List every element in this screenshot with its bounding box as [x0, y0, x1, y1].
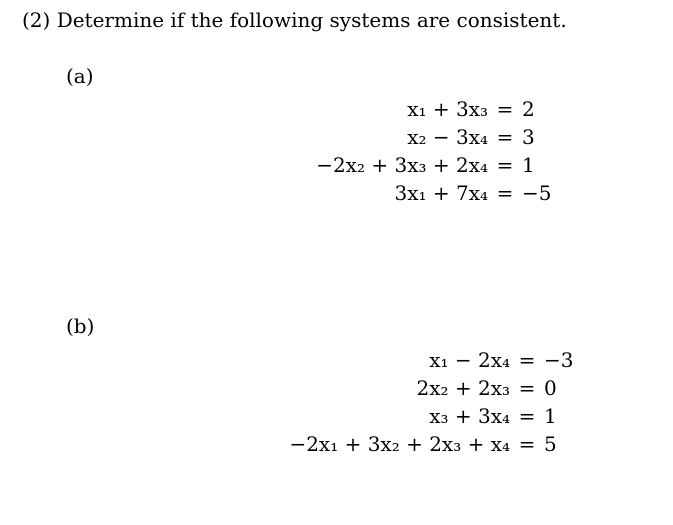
part-b-label: (b) — [66, 314, 95, 338]
equals-sign: = — [496, 97, 514, 121]
equation-b-3 — [284, 402, 573, 430]
equals-sign: = — [496, 125, 514, 149]
part-a-label: (a) — [66, 64, 94, 88]
equals-sign: = — [496, 153, 514, 177]
equation-rhs: −3 — [544, 348, 574, 372]
equation-system-a — [306, 95, 551, 207]
equation-rhs: 1 — [522, 153, 535, 177]
equals-sign: = — [518, 404, 536, 428]
equation-lhs: 2x₂ + 2x₃ — [416, 376, 510, 400]
equals-sign: = — [518, 432, 536, 456]
equation-lhs: x₁ − 2x₄ — [429, 348, 510, 372]
equation-lhs: x₂ − 3x₄ — [407, 125, 488, 149]
equation-rhs: 5 — [544, 432, 557, 456]
equation-rhs: 0 — [544, 376, 557, 400]
equation-lhs: x₃ + 3x₄ — [429, 404, 510, 428]
equals-sign: = — [496, 181, 514, 205]
equation-system-b — [284, 346, 573, 458]
equation-a-3 — [306, 151, 551, 179]
equation-lhs: x₁ + 3x₃ — [407, 97, 488, 121]
equation-rhs: 2 — [522, 97, 535, 121]
equals-sign: = — [518, 348, 536, 372]
equals-sign: = — [518, 376, 536, 400]
equation-a-2 — [306, 123, 551, 151]
equation-b-4 — [284, 430, 573, 458]
equation-rhs: 1 — [544, 404, 557, 428]
equation-b-2 — [284, 374, 573, 402]
equation-b-1 — [284, 346, 573, 374]
equation-lhs: −2x₂ + 3x₃ + 2x₄ — [316, 153, 488, 177]
equation-lhs: −2x₁ + 3x₂ + 2x₃ + x₄ — [289, 432, 510, 456]
equation-lhs: 3x₁ + 7x₄ — [394, 181, 488, 205]
equation-a-4 — [306, 179, 551, 207]
problem-heading: (2) Determine if the following systems are consistent. — [22, 8, 567, 32]
equation-rhs: −5 — [522, 181, 552, 205]
equation-rhs: 3 — [522, 125, 535, 149]
equation-a-1 — [306, 95, 551, 123]
